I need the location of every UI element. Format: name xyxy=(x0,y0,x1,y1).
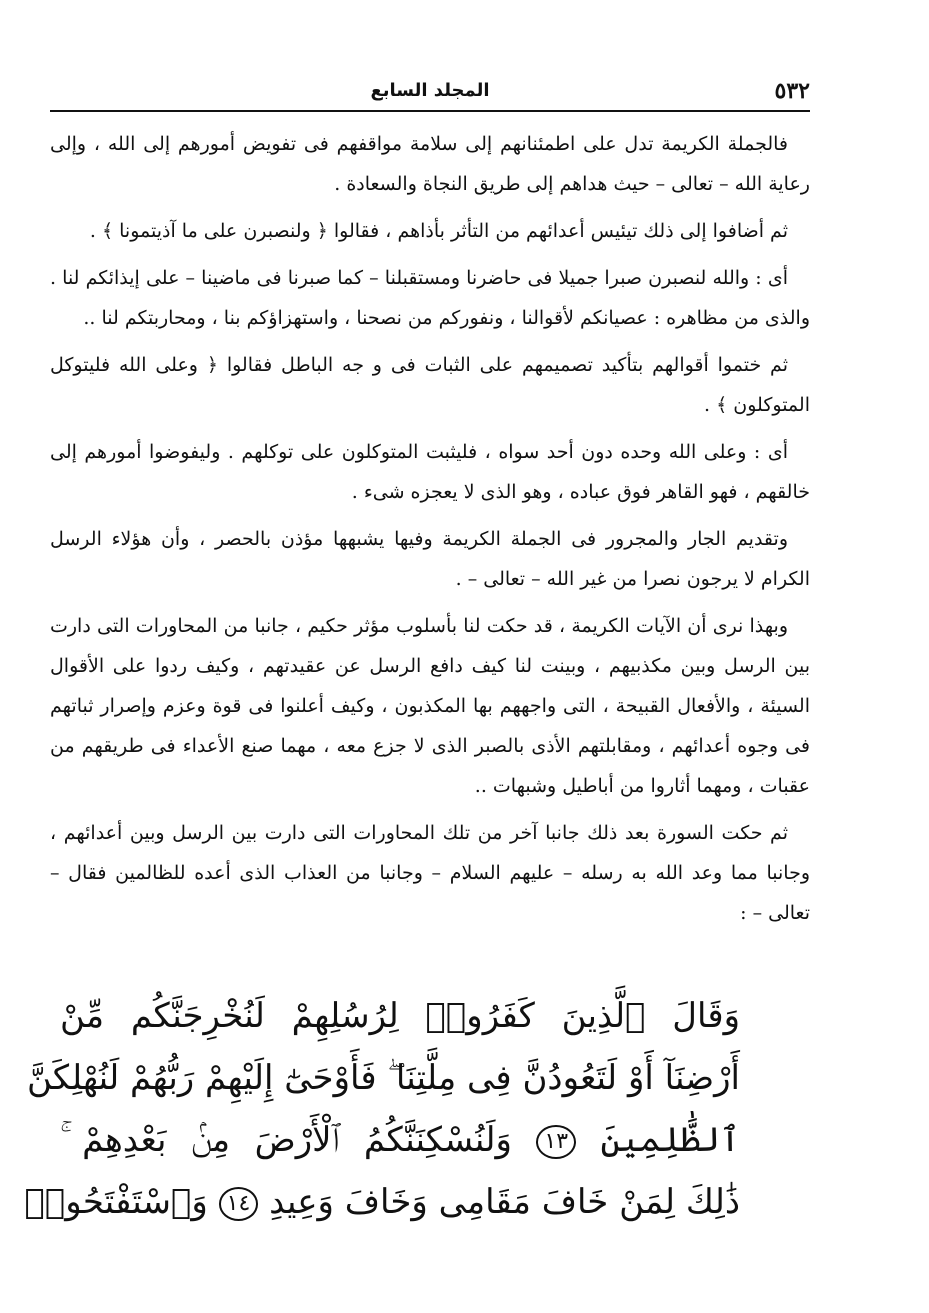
page-header xyxy=(50,70,810,112)
paragraph: ثم ختموا أقوالهم بتأكيد تصميمهم على الثبات فى و جه الباطل فقالوا ﴿ وعلى الله فليتوكل المتوكلون ﴾ . xyxy=(50,354,810,416)
verse-line: أَرْضِنَآ أَوْ لَتَعُودُنَّ فِى مِلَّتِنَا ۖ فَأَوْحَىٰٓ إِلَيْهِمْ رَبُّهُمْ لَنُهْلِكَنَّ xyxy=(27,1058,740,1098)
paragraph: أى : والله لنصبرن صبرا جميلا فى حاضرنا ومستقبلنا – كما صبرنا فى ماضينا – على إيذائكم لنا . والذى من مظاهره : عصيانكم لأقوالنا ، ونفوركم من نصحنا ، واستهزاؤكم بنا ، ومحاربتكم لنا .. xyxy=(50,267,810,329)
verse-number-marker: ١٤ xyxy=(219,1187,259,1221)
paragraph: ثم أضافوا إلى ذلك تيئيس أعدائهم من التأثر بأذاهم ، فقالوا ﴿ ولنصبرن على ما آذيتمونا ﴾ . xyxy=(89,220,788,242)
verse-line: ذَٰلِكَ لِمَنْ خَافَ مَقَامِى وَخَافَ وَعِيدِ ١٤ وَٱسْتَفْتَحُوا۟ xyxy=(24,1182,740,1222)
running-title: المجلد السابع xyxy=(370,80,490,101)
paragraph: وبهذا نرى أن الآيات الكريمة ، قد حكت لنا بأسلوب مؤثر حكيم ، جانبا من المحاورات التى دارت بين الرسل وبين مكذبيهم ، وبينت لنا كيف دافع الرسل عن عقيدتهم ، وكيف ردوا على الأقوال السيئة ، والأفعال القبيحة ، التى واجههم بها المكذبون ، وكيف أعلنوا فى قوة وعزم وإصرار ثباتهم فى وجوه أعدائهم ، ومقابلتهم الأذى بالصبر الذى لا جزع معه ، مهما صنع الأعداء فى طريقهم من عقبات ، ومهما أثاروا من أباطيل وشبهات .. xyxy=(50,615,810,797)
verse-line: وَقَالَ ٱلَّذِينَ كَفَرُوا۟ لِرُسُلِهِمْ لَنُخْرِجَنَّكُم مِّنْ xyxy=(60,996,740,1036)
verse-line: ٱلظَّٰلِمِينَ ١٣ وَلَنُسْكِنَنَّكُمُ ٱلْأَرْضَ مِنۢ بَعْدِهِمْ ۚ xyxy=(60,1120,740,1160)
paragraph: أى : وعلى الله وحده دون أحد سواه ، فليثبت المتوكلون على توكلهم . وليفوضوا أمورهم إلى خالقهم ، فهو القاهر فوق عباده ، وهو الذى لا يعجزه شىء . xyxy=(50,441,810,503)
paragraph: وتقديم الجار والمجرور فى الجملة الكريمة وفيها يشبهها مؤذن بالحصر ، وأن هؤلاء الرسل الكرام لا يرجون نصرا من غير الله – تعالى – . xyxy=(50,528,810,590)
paragraph: فالجملة الكريمة تدل على اطمئنانهم إلى سلامة مواقفهم فى تفويض أمورهم إلى الله ، وإلى رعاية الله – تعالى – حيث هداهم إلى طريق النجاة والسعادة . xyxy=(50,133,810,195)
quran-verse-block xyxy=(24,985,740,1233)
page-number: ٥٣٢ xyxy=(774,78,810,104)
book-page xyxy=(50,70,810,940)
verse-number-marker: ١٣ xyxy=(536,1125,576,1159)
paragraph: ثم حكت السورة بعد ذلك جانبا آخر من تلك المحاورات التى دارت بين الرسل وبين أعدائهم ، وجانبا مما وعد الله به رسله – عليهم السلام – وجانبا من العذاب الذى أعده للظالمين فقال – تعالى – : xyxy=(50,822,810,924)
body-text xyxy=(50,124,810,933)
